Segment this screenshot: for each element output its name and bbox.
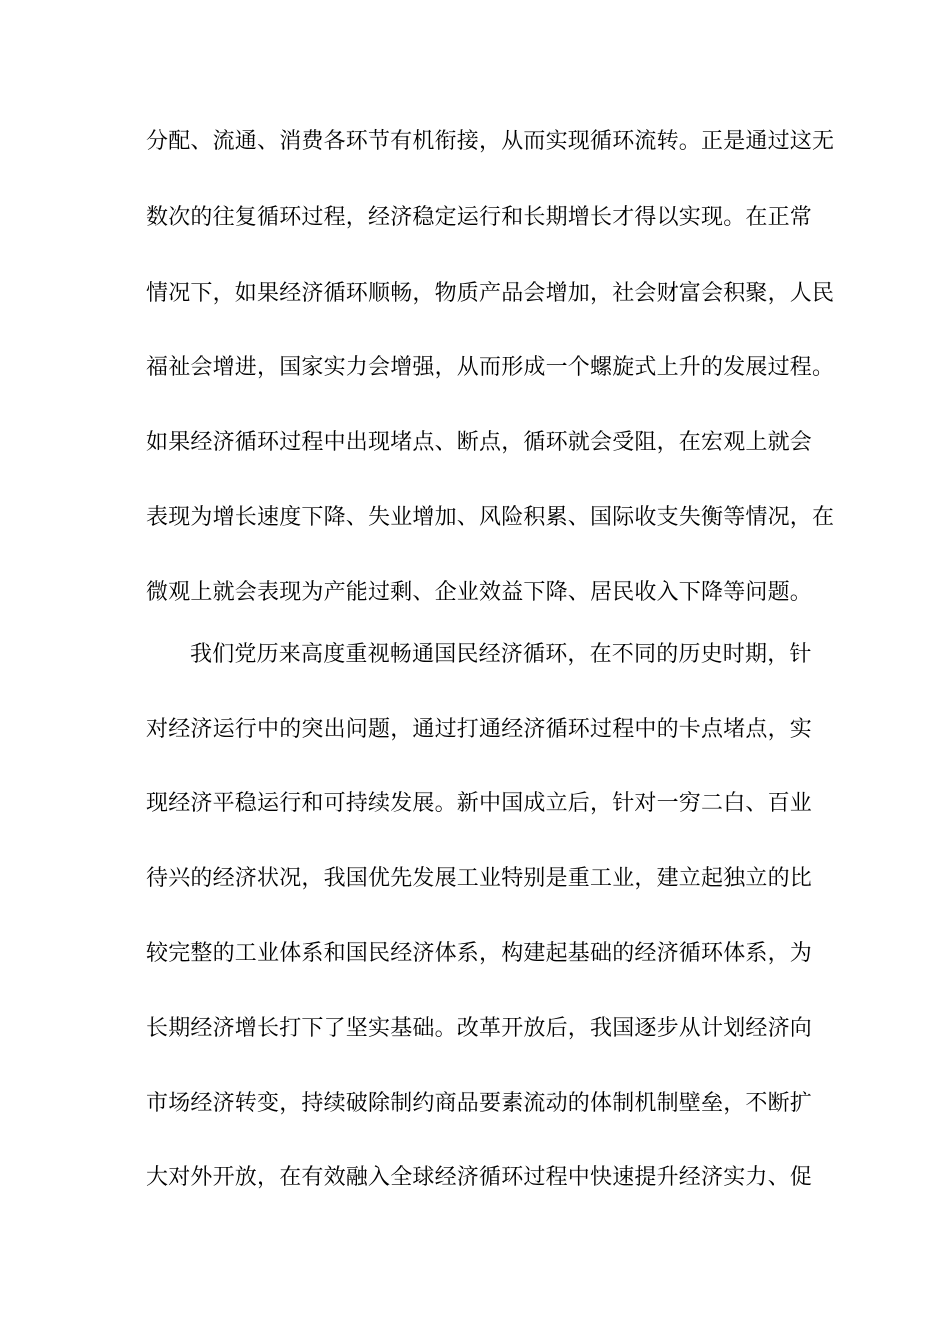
text-line: 市场经济转变，持续破除制约商品要素流动的体制机制壁垒，不断扩 — [146, 1091, 813, 1116]
text-line: 如果经济循环过程中出现堵点、断点，循环就会受阻，在宏观上就会 — [146, 430, 813, 455]
text-line: 表现为增长速度下降、失业增加、风险积累、国际收支失衡等情况，在 — [146, 505, 835, 530]
text-line: 分配、流通、消费各环节有机衔接，从而实现循环流转。正是通过这无 — [146, 129, 835, 154]
paragraph-first-line: 我们党历来高度重视畅通国民经济循环，在不同的历史时期，针 — [190, 642, 812, 667]
text-line: 微观上就会表现为产能过剩、企业效益下降、居民收入下降等问题。 — [146, 580, 813, 605]
text-line: 对经济运行中的突出问题，通过打通经济循环过程中的卡点堵点，实 — [146, 717, 813, 742]
text-line: 数次的往复循环过程，经济稳定运行和长期增长才得以实现。在正常 — [146, 205, 813, 230]
text-line: 较完整的工业体系和国民经济体系，构建起基础的经济循环体系，为 — [146, 941, 813, 966]
text-line: 情况下，如果经济循环顺畅，物质产品会增加，社会财富会积聚，人民 — [146, 281, 835, 306]
text-line: 大对外开放，在有效融入全球经济循环过程中快速提升经济实力、促 — [146, 1165, 813, 1190]
text-line: 现经济平稳运行和可持续发展。新中国成立后，针对一穷二白、百业 — [146, 791, 813, 816]
text-line: 长期经济增长打下了坚实基础。改革开放后，我国逐步从计划经济向 — [146, 1016, 813, 1041]
text-line: 待兴的经济状况，我国优先发展工业特别是重工业，建立起独立的比 — [146, 866, 813, 891]
text-line: 福祉会增进，国家实力会增强，从而形成一个螺旋式上升的发展过程。 — [146, 355, 835, 380]
